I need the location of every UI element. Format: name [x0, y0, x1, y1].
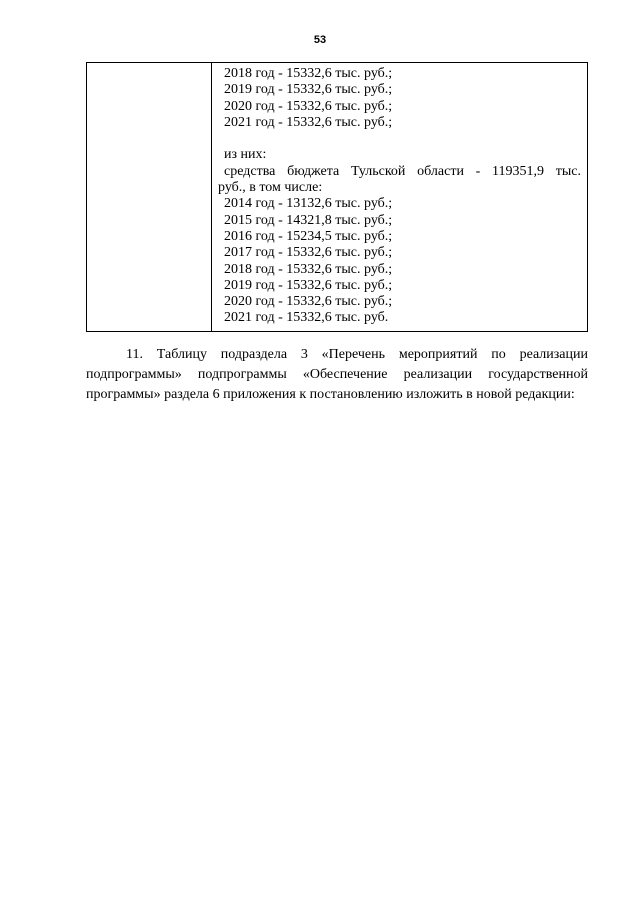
year-line: 2016 год - 15234,5 тыс. руб.; [224, 228, 393, 244]
page-number: 53 [313, 34, 327, 46]
table-cell-funding [212, 63, 588, 332]
regional-budget-line: средства бюджета Тульской области - 119351,9 тыс. [224, 163, 581, 179]
year-line: 2014 год - 13132,6 тыс. руб.; [224, 196, 393, 212]
year-line: 2019 год - 15332,6 тыс. руб.; [224, 277, 393, 293]
year-line: 2020 год - 15332,6 тыс. руб.; [224, 98, 393, 114]
year-line: 2021 год - 15332,6 тыс. руб. [224, 310, 389, 326]
year-line: 2018 год - 15332,6 тыс. руб.; [224, 66, 393, 81]
budget-table [86, 62, 588, 332]
amendment-text: 11. Таблицу подраздела 3 «Перечень мероприятий по реализации подпрограммы» подпрограммы «Обеспечение реализации государственной программы» раздела 6 приложения к постановлению изложить в новой редакции: [86, 347, 588, 402]
of-them-label: из них: [224, 147, 267, 163]
year-line: 2015 год - 14321,8 тыс. руб.; [224, 212, 393, 228]
table-row [87, 63, 588, 332]
year-line: 2018 год - 15332,6 тыс. руб.; [224, 261, 393, 277]
year-line: 2017 год - 15332,6 тыс. руб.; [224, 245, 393, 261]
year-line: 2020 год - 15332,6 тыс. руб.; [224, 294, 393, 310]
regional-budget-line-cont: руб., в том числе: [218, 180, 323, 196]
year-line: 2019 год - 15332,6 тыс. руб.; [224, 82, 393, 98]
year-line: 2021 год - 15332,6 тыс. руб.; [224, 114, 393, 130]
table-cell-left [87, 63, 212, 332]
blank-line [224, 131, 581, 147]
amendment-paragraph [86, 345, 588, 405]
